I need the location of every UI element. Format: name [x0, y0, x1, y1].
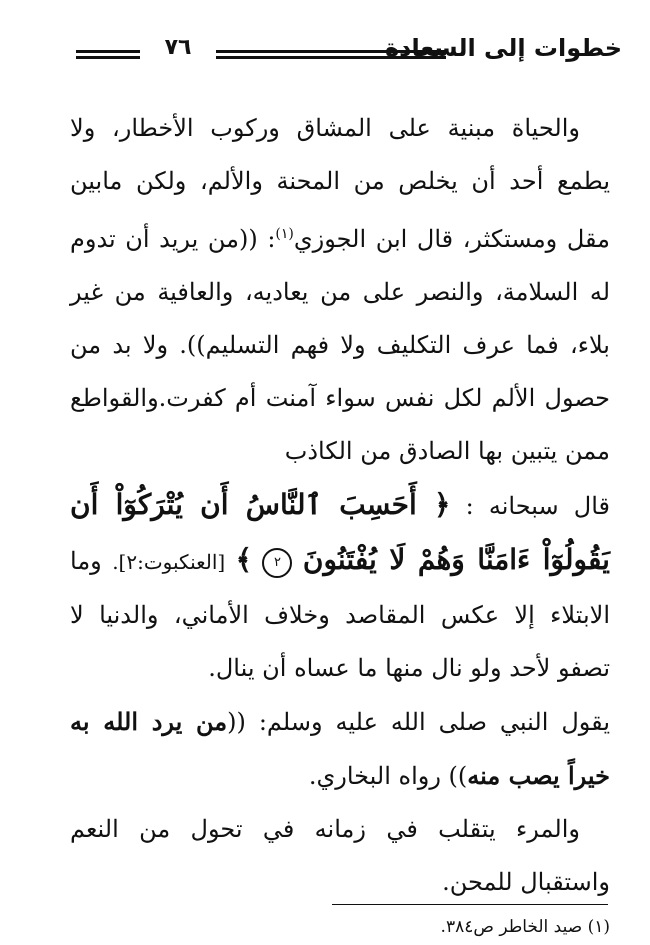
paragraph-final: [70, 803, 610, 909]
quran-intro: قال سبحانه :: [465, 492, 610, 520]
paragraph-final-text: والمرء يتقلب في زمانه في تحول من النعم واستقبال للمحن.: [70, 815, 610, 896]
footnote-divider: [332, 904, 608, 905]
footnote-reference: (١): [275, 226, 294, 242]
hadith-source: )) رواه البخاري.: [308, 762, 468, 790]
paragraph-1-text: والحياة مبنية على المشاق وركوب الأخطار، ولا يطمع أحد أن يخلص من المحنة والألم، ولكن مابين مقل ومستكثر،: [70, 114, 611, 253]
paragraph-1: [70, 102, 610, 478]
header-rule-left: [76, 50, 140, 59]
footnote: (١) صيد الخاطر ص٣٨٤.: [440, 917, 610, 937]
page-header: [66, 28, 622, 72]
paragraph-hadith: [70, 695, 610, 803]
ibn-jawzi-quote: : ((من يريد أن تدوم له السلامة، والنصر على من يعاديه، والعافية من غير بلاء، فما عرف التكليف ولا فهم التسليم)). ولا بد من حصول الألم لكل نفس سواء آمنت أم كفرت.والقواطع ممن يتبين بها الصادق من الكاذب: [70, 225, 610, 465]
header-rule-middle: [216, 50, 446, 59]
main-text: [70, 102, 610, 909]
ibn-jawzi-intro: قال ابن الجوزي: [293, 225, 454, 253]
running-title: خطوات إلى السعادة: [385, 34, 622, 62]
hadith-text: من يرد الله به خيراً يصب منه: [70, 707, 610, 790]
quran-reference: [العنكبوت:٢].: [112, 550, 226, 574]
ayah-number-icon: ٢: [262, 548, 292, 578]
page-number: ٧٦: [164, 35, 192, 60]
paragraph-2-text: وما الابتلاء إلا عكس المقاصد وخلاف الأماني، والدنيا لا تصفو لأحد ولو نال منها ما عساه أن ينال.: [70, 547, 610, 682]
quran-close-bracket: ﴾: [235, 543, 253, 576]
quran-verse: ﴿ أَحَسِبَ ٱلنَّاسُ أَن يُتْرَكُوٓاْ أَن يَقُولُوٓاْ ءَامَنَّا وَهُمْ لَا يُفْتَنُونَ: [70, 488, 610, 576]
hadith-intro: يقول النبي صلى الله عليه وسلم: ((: [227, 708, 611, 736]
paragraph-quran: [70, 478, 610, 695]
